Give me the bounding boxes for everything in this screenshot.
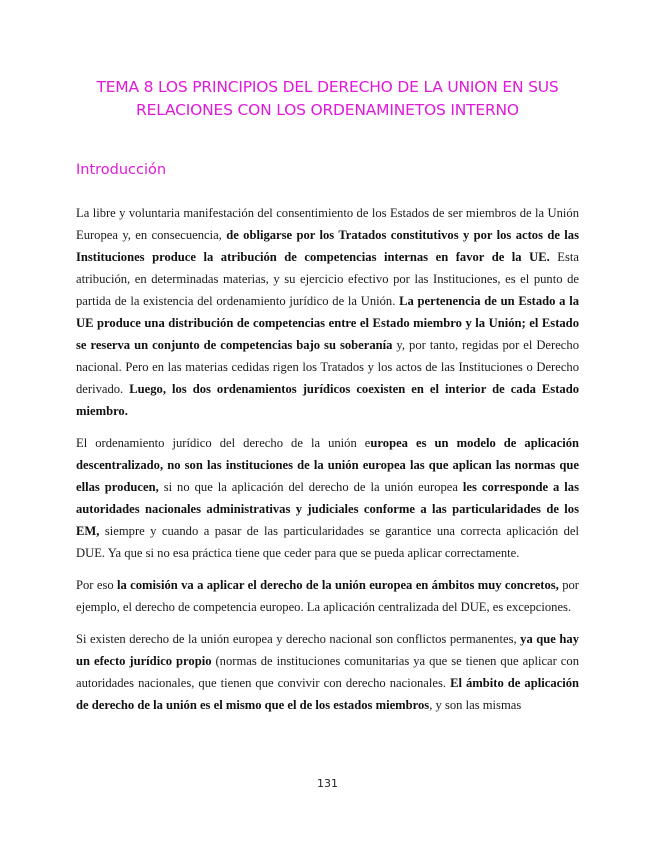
bold-text-run: les corresponde a las autoridades nacionales administrativas y judiciales conforme a las particularidades de los EM, [76, 480, 579, 538]
document-title [60, 76, 595, 121]
title-line-1: TEMA 8 LOS PRINCIPIOS DEL DERECHO DE LA UNION EN SUS [96, 78, 559, 96]
text-run: La libre y voluntaria manifestación del consentimiento de los Estados de ser miembros de la Unión Europea y, en consecuencia, [76, 206, 579, 242]
text-run: si no que la aplicación del derecho de la unión europea [158, 480, 463, 494]
bold-text-run: de obligarse por los Tratados constitutivos y por los actos de las Instituciones produce la atribución de competencias internas en favor de la UE. [76, 228, 579, 264]
bold-text-run: El ámbito de aplicación de derecho de la unión es el mismo que el de los estados miembros [76, 676, 580, 712]
paragraph [76, 574, 579, 618]
text-run: siempre y cuando a pasar de las particularidades se garantice una correcta aplicación del DUE. Ya que si no esa práctica tiene que ceder para que se pueda aplicar correctamente. [76, 524, 579, 560]
paragraph [76, 202, 579, 422]
bold-text-run: uropea es un modelo de aplicación descentralizado, no son las instituciones de la unión europea las que aplican las normas que ellas producen, [76, 436, 579, 494]
section-heading: Introducción [76, 162, 167, 178]
paragraph [76, 432, 579, 564]
text-run: (normas de instituciones comunitarias ya que se tienen que aplicar con autoridades nacionales, que tienen que convivir con derecho nacionales. [76, 654, 579, 690]
text-run: Esta atribución, en determinadas materias, y su ejercicio efectivo por las Instituciones, es el punto de partida de la existencia del ordenamiento jurídico de la Unión. [76, 250, 579, 308]
bold-text-run: ya que hay un efecto jurídico propio [76, 632, 579, 668]
text-run: El ordenamiento jurídico del derecho de la unión e [76, 436, 371, 450]
title-line-2: RELACIONES CON LOS ORDENAMINETOS INTERNO [136, 100, 519, 119]
text-run: , y son las mismas [429, 698, 522, 712]
text-run: Por eso [76, 578, 118, 592]
text-run: por ejemplo, el derecho de competencia europeo. La aplicación centralizada del DUE, es excepciones. [76, 578, 579, 614]
bold-text-run: la comisión va a aplicar el derecho de la unión europea en ámbitos muy concretos, [117, 578, 559, 592]
text-run: Si existen derecho de la unión europea y derecho nacional son conflictos permanentes, [76, 632, 521, 646]
page-number: 131 [317, 777, 338, 790]
paragraph [76, 628, 579, 716]
bold-text-run: La pertenencia de un Estado a la UE produce una distribución de competencias entre el Estado miembro y la Unión; el Estado se reserva un conjunto de competencias bajo su soberanía [76, 294, 579, 352]
text-run: y, por tanto, regidas por el Derecho nacional. Pero en las materias cedidas rigen los Tratados y los actos de las Instituciones o Derecho derivado. [76, 338, 579, 396]
body-text [76, 202, 579, 726]
bold-text-run: Luego, los dos ordenamientos jurídicos coexisten en el interior de cada Estado miembro. [76, 382, 579, 418]
